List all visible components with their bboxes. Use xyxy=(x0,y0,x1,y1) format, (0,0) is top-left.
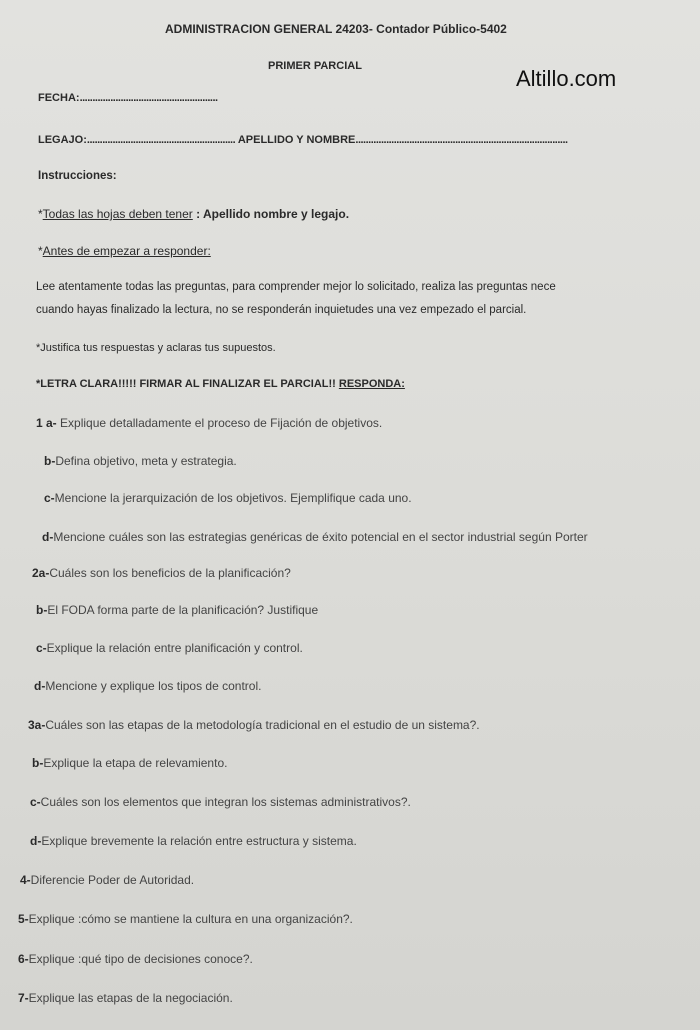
question-text: El FODA forma parte de la planificación? Justifique xyxy=(47,603,319,617)
question-1a xyxy=(36,416,382,430)
question-label: d- xyxy=(42,530,54,544)
question-label: d- xyxy=(34,679,46,693)
question-2c xyxy=(36,641,303,655)
question-text: Explique detalladamente el proceso de Fijación de objetivos. xyxy=(56,416,383,430)
question-2a xyxy=(32,566,291,580)
question-label: 6- xyxy=(18,952,29,966)
question-label: d- xyxy=(30,834,42,848)
question-text: Cuáles son las etapas de la metodología tradicional en el estudio de un sistema?. xyxy=(45,718,480,732)
question-1c xyxy=(44,491,412,505)
instruction-clear-writing-text: *LETRA CLARA!!!!! FIRMAR AL FINALIZAR EL PARCIAL!! xyxy=(36,378,339,390)
instruction-before-start-underlined: Antes de empezar a responder: xyxy=(42,244,211,258)
question-label: b- xyxy=(44,454,56,468)
instruction-sheets-underlined: Todas las hojas deben tener xyxy=(42,207,193,221)
instructions-heading: Instrucciones: xyxy=(38,170,117,182)
instruction-sheets-rest: : Apellido nombre y legajo. xyxy=(192,207,350,221)
question-label: b- xyxy=(36,603,48,617)
question-3c xyxy=(30,795,411,809)
exam-title: ADMINISTRACION GENERAL 24203- Contador Público-5402 xyxy=(165,22,507,36)
instruction-before-start-bullet: * xyxy=(38,244,43,258)
question-1d xyxy=(42,530,588,544)
watermark-text: Altillo.com xyxy=(516,66,617,91)
question-text: Mencione y explique los tipos de control. xyxy=(45,679,262,693)
legajo-label: LEGAJO: xyxy=(38,134,87,146)
question-2d xyxy=(34,679,261,693)
question-text: Cuáles son los beneficios de la planificación? xyxy=(49,566,291,580)
question-text: Explique la etapa de relevamiento. xyxy=(43,756,228,770)
question-text: Explique brevemente la relación entre estructura y sistema. xyxy=(41,834,357,848)
question-label: 1 a- xyxy=(36,416,57,430)
apellido-label: APELLIDO Y NOMBRE xyxy=(237,134,356,146)
question-text: Defina objetivo, meta y estrategia. xyxy=(55,454,237,468)
question-text: Explique :qué tipo de decisiones conoce?. xyxy=(28,952,253,966)
question-1b xyxy=(44,454,237,468)
question-text: Explique la relación entre planificación y control. xyxy=(46,641,303,655)
fecha-label-text: FECHA: xyxy=(38,92,80,104)
question-label: c- xyxy=(44,491,55,505)
question-label: 7- xyxy=(18,991,29,1005)
question-label: c- xyxy=(36,641,47,655)
question-2b xyxy=(36,603,318,617)
question-label: b- xyxy=(32,756,44,770)
question-5 xyxy=(18,912,353,926)
question-3d xyxy=(30,834,357,848)
question-label: 4- xyxy=(20,873,31,887)
question-text: Explique las etapas de la negociación. xyxy=(28,991,233,1005)
question-label: 2a- xyxy=(32,566,50,580)
question-text: Mencione la jerarquización de los objetivos. Ejemplifique cada uno. xyxy=(54,491,412,505)
exam-subtitle: PRIMER PARCIAL xyxy=(268,60,362,72)
instruction-respond: RESPONDA: xyxy=(338,378,405,390)
instruction-sheets xyxy=(38,207,349,221)
instruction-justify: *Justifica tus respuestas y aclaras tus supuestos. xyxy=(36,342,276,354)
instruction-before-start xyxy=(38,244,211,258)
question-text: Explique :cómo se mantiene la cultura en una organización?. xyxy=(28,912,353,926)
fecha-label xyxy=(38,92,218,104)
question-text: Cuáles son los elementos que integran los sistemas administrativos?. xyxy=(40,795,411,809)
fecha-blank: ...................................................... xyxy=(79,92,218,104)
legajo-row xyxy=(38,134,568,146)
instruction-clear-writing xyxy=(36,378,405,390)
question-text: Diferencie Poder de Autoridad. xyxy=(30,873,195,887)
legajo-blank: .......................................................... xyxy=(86,134,236,146)
apellido-blank: ................................................................................... xyxy=(355,134,568,146)
instruction-paragraph-line2: cuando hayas finalizado la lectura, no se responderán inquietudes una vez empezado el parcial. xyxy=(36,304,527,316)
question-4 xyxy=(20,873,194,887)
question-3b xyxy=(32,756,227,770)
question-label: c- xyxy=(30,795,41,809)
question-6 xyxy=(18,952,253,966)
instruction-paragraph-line1: Lee atentamente todas las preguntas, para comprender mejor lo solicitado, realiza las preguntas nece xyxy=(36,281,556,293)
question-label: 5- xyxy=(18,912,29,926)
question-7 xyxy=(18,991,233,1005)
question-3a xyxy=(28,718,480,732)
instruction-sheets-bullet: * xyxy=(38,207,43,221)
question-text: Mencione cuáles son las estrategias genéricas de éxito potencial en el sector industrial según Porter xyxy=(53,530,588,544)
question-label: 3a- xyxy=(28,718,46,732)
